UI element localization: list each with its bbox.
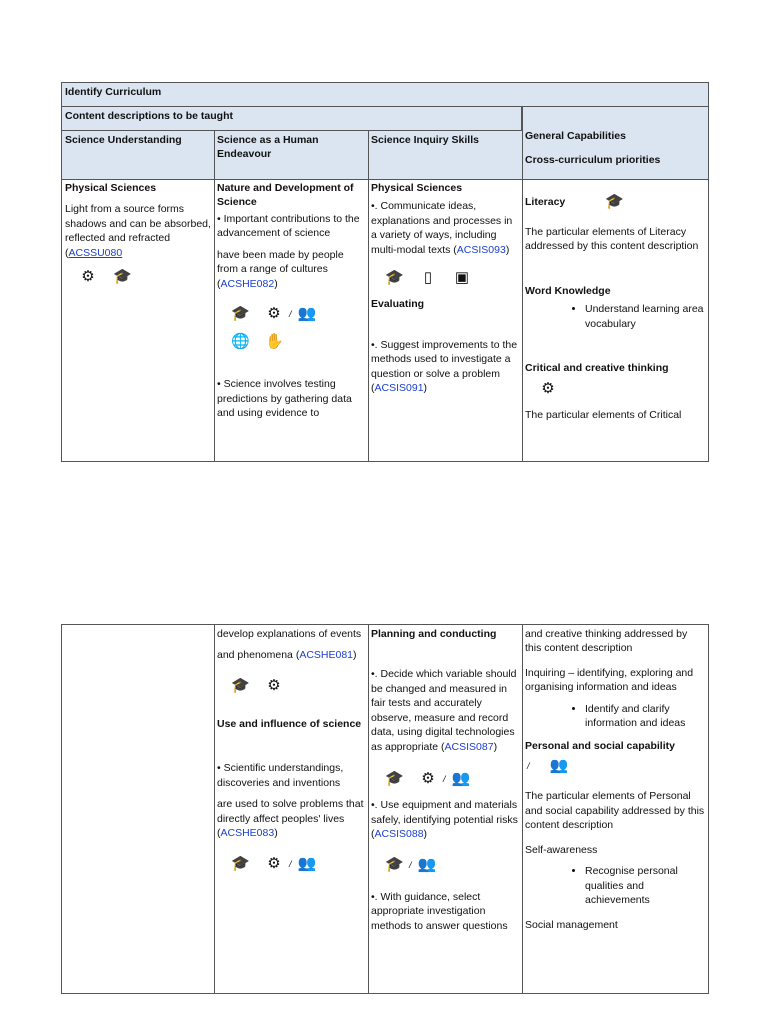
gear-icon: ⚙ bbox=[421, 770, 435, 788]
sis-icons bbox=[385, 269, 519, 287]
code-link-acssu080[interactable]: ACSSU080 bbox=[68, 246, 123, 259]
gear-icon: ⚙ bbox=[81, 268, 95, 286]
she-text-cont-1: develop explanations of events bbox=[217, 628, 362, 640]
people-icon: 👥 bbox=[451, 770, 471, 788]
she-icons-1 bbox=[231, 305, 365, 323]
cell-human-endeavour bbox=[214, 179, 368, 461]
slash-separator: / bbox=[289, 858, 292, 869]
self-awareness-list bbox=[525, 864, 705, 907]
mortarboard-icon: 🎓 bbox=[231, 676, 250, 694]
critical-thinking-heading: Critical and creative thinking bbox=[525, 362, 669, 375]
word-knowledge-list bbox=[525, 302, 705, 331]
header-science-human-endeavour: Science as a Human Endeavour bbox=[217, 134, 319, 161]
sis-cont-icons-1 bbox=[385, 770, 519, 788]
self-awareness-label: Self-awareness bbox=[525, 843, 598, 856]
curriculum-table-top bbox=[61, 82, 709, 462]
she-text-3: • Science involves testing predictions by gathering data and using evidence to bbox=[217, 378, 352, 420]
literacy-heading: Literacy bbox=[525, 195, 566, 208]
mortarboard-icon: 🎓 bbox=[605, 193, 624, 210]
people-icon: 👥 bbox=[417, 855, 437, 873]
sis-cont-text-3: •. With guidance, select appropriate investigation methods to answer questions bbox=[371, 890, 508, 932]
sis-cont-text-2: •. Use equipment and materials safely, identifying potential risks (ACSIS088) bbox=[371, 799, 518, 841]
mortarboard-icon: 🎓 bbox=[385, 855, 404, 873]
planning-heading: Planning and conducting bbox=[371, 628, 497, 640]
cct-text: The particular elements of Critical bbox=[525, 408, 682, 421]
globe-icon: 🌐 bbox=[231, 333, 250, 351]
code-link-acsis087[interactable]: ACSIS087 bbox=[444, 740, 494, 753]
social-management-label: Social management bbox=[525, 918, 618, 931]
gc-cont-text-1: and creative thinking addressed by this content description bbox=[525, 628, 688, 655]
sis-text-2: •. Suggest improvements to the methods used to investigate a question or solve a problem (ACSIS091) bbox=[371, 338, 518, 395]
people-icon: 👥 bbox=[297, 305, 317, 323]
header-general-capabilities bbox=[522, 127, 708, 179]
she-text-1: • Important contributions to the advancement of science bbox=[217, 212, 360, 240]
header-science-inquiry-skills: Science Inquiry Skills bbox=[371, 134, 479, 146]
table-subtitle: Content descriptions to be taught bbox=[62, 107, 522, 131]
code-link-acsis088[interactable]: ACSIS088 bbox=[374, 828, 424, 841]
phone-icon: ▯ bbox=[423, 269, 433, 287]
cell-inquiry-skills bbox=[368, 179, 522, 461]
she-text-2: have been made by people from a range of cultures (ACSHE082) bbox=[217, 248, 344, 290]
use-influence-heading: Use and influence of science bbox=[217, 717, 362, 730]
header-science-understanding: Science Understanding bbox=[65, 134, 182, 146]
mortarboard-icon: 🎓 bbox=[385, 770, 404, 788]
laptop-icon: ▣ bbox=[454, 269, 470, 287]
cell-general-capabilities-cont bbox=[522, 625, 708, 993]
cell-science-understanding bbox=[62, 179, 214, 461]
cell-human-endeavour-cont bbox=[214, 625, 368, 993]
mortarboard-icon: 🎓 bbox=[385, 269, 404, 287]
she-text-cont-3: • Scientific understandings, discoveries and inventions bbox=[217, 762, 344, 789]
mortarboard-icon: 🎓 bbox=[231, 854, 250, 872]
cct-icons bbox=[539, 380, 705, 398]
inquiring-text: Inquiring – identifying, exploring and organising information and ideas bbox=[525, 666, 694, 694]
list-item: • Recognise personal qualities and achievements bbox=[585, 864, 705, 907]
she-cont-icons-1 bbox=[231, 677, 365, 695]
slash-separator: / bbox=[289, 309, 292, 320]
su-icons bbox=[79, 268, 211, 286]
su-heading: Physical Sciences bbox=[65, 182, 157, 194]
sis-heading-evaluating: Evaluating bbox=[371, 298, 425, 311]
sis-cont-text-1: •. Decide which variable should be changed and measured in fair tests and accurately observe, measure and record data, using digital technologies as appropriate (ACSIS087) bbox=[371, 668, 517, 753]
gear-icon: ⚙ bbox=[267, 676, 281, 694]
personal-social-heading: Personal and social capability bbox=[525, 739, 675, 752]
she-heading: Nature and Development of Science bbox=[217, 182, 354, 209]
su-text: Light from a source forms shadows and can be absorbed, reflected and refracted (ACSSU080 bbox=[65, 203, 211, 259]
code-link-acshe082[interactable]: ACSHE082 bbox=[220, 277, 275, 290]
she-cont-icons-2 bbox=[231, 855, 365, 873]
word-knowledge-heading: Word Knowledge bbox=[525, 284, 611, 297]
people-icon: 👥 bbox=[297, 854, 317, 872]
mortarboard-icon: 🎓 bbox=[113, 268, 132, 286]
code-link-acshe081[interactable]: ACSHE081 bbox=[299, 649, 354, 662]
she-text-cont-2: and phenomena (ACSHE081) bbox=[217, 649, 357, 662]
sis-heading: Physical Sciences bbox=[371, 182, 463, 194]
gear-icon: ⚙ bbox=[267, 305, 281, 323]
sis-cont-icons-2 bbox=[385, 856, 519, 874]
slash-separator: / bbox=[527, 761, 530, 772]
cell-general-capabilities bbox=[522, 179, 708, 461]
literacy-row bbox=[525, 193, 705, 211]
list-item: • Identify and clarify information and ideas bbox=[585, 702, 705, 731]
sis-text-1: •. Communicate ideas, explanations and processes in a variety of ways, including multi-modal texts (ACSIS093) bbox=[371, 200, 513, 256]
ccp-label: Cross-curriculum priorities bbox=[525, 154, 661, 167]
psc-icons bbox=[525, 757, 705, 775]
hand-icon: ✋ bbox=[265, 333, 284, 351]
inquiring-list bbox=[525, 702, 705, 731]
curriculum-table-bottom bbox=[61, 624, 709, 994]
slash-separator: / bbox=[443, 774, 446, 785]
mortarboard-icon: 🎓 bbox=[231, 305, 250, 323]
gear-icon: ⚙ bbox=[541, 379, 555, 397]
literacy-text: The particular elements of Literacy addressed by this content description bbox=[525, 226, 699, 253]
slash-separator: / bbox=[409, 859, 412, 870]
table-title: Identify Curriculum bbox=[62, 83, 708, 107]
code-link-acsis093[interactable]: ACSIS093 bbox=[456, 243, 506, 256]
cell-inquiry-skills-cont bbox=[368, 625, 522, 993]
gc-label: General Capabilities bbox=[525, 130, 626, 142]
code-link-acshe083[interactable]: ACSHE083 bbox=[220, 827, 275, 840]
she-icons-2 bbox=[231, 333, 365, 351]
code-link-acsis091[interactable]: ACSIS091 bbox=[374, 382, 424, 395]
list-item: • Understand learning area vocabulary bbox=[585, 302, 705, 331]
cell-empty bbox=[62, 625, 214, 993]
she-text-cont-4: are used to solve problems that directly affect peoples' lives (ACSHE083) bbox=[217, 798, 364, 840]
psc-text: The particular elements of Personal and social capability addressed by this content description bbox=[525, 790, 705, 832]
people-icon: 👥 bbox=[549, 757, 569, 775]
gear-icon: ⚙ bbox=[267, 854, 281, 872]
